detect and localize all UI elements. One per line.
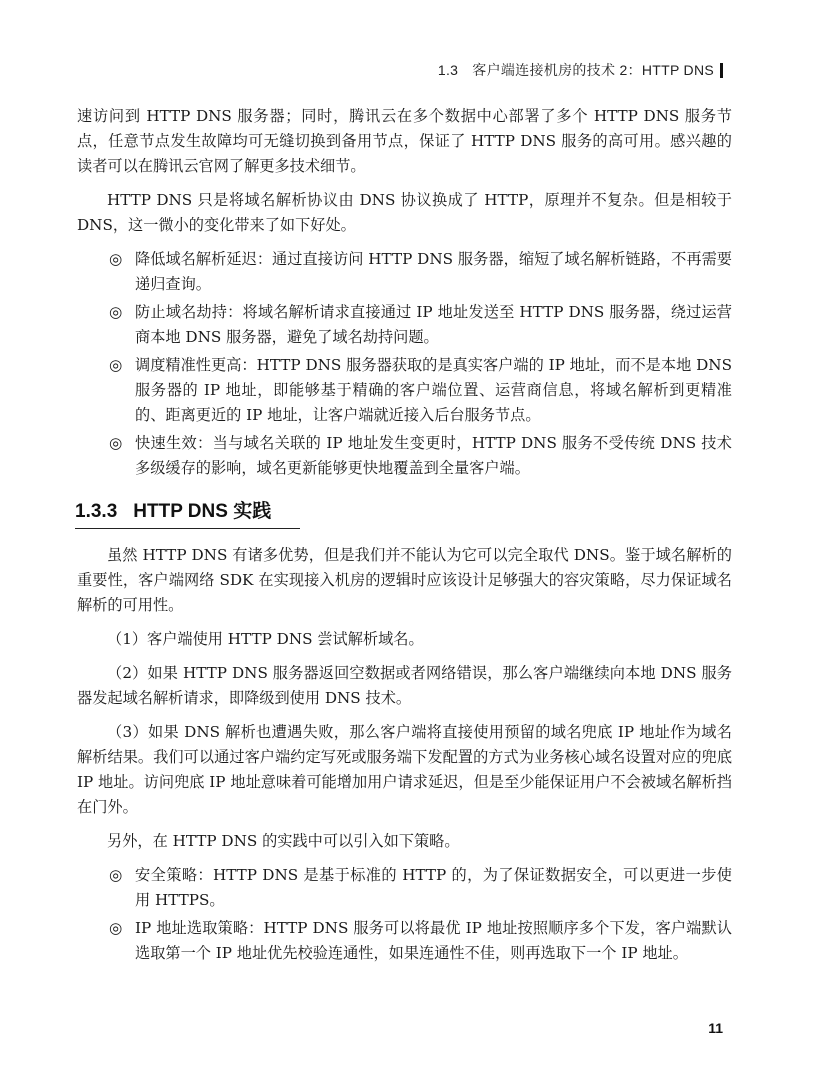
page-number: 11 [708,1020,723,1036]
benefit-text: 防止域名劫持：将域名解析请求直接通过 IP 地址发送至 HTTP DNS 服务器，绕过运营商本地 DNS 服务器，避免了域名劫持问题。 [135,303,732,346]
paragraph-strategies-intro: 另外，在 HTTP DNS 的实践中可以引入如下策略。 [107,832,460,850]
bullet-marker: ◎ [109,866,123,884]
bullet-marker: ◎ [109,303,123,321]
header-bar [720,63,723,78]
paragraph-continued: 速访问到 HTTP DNS 服务器；同时，腾讯云在多个数据中心部署了多个 HTTP DNS 服务节点，任意节点发生故障均可无缝切换到备用节点，保证了 HTTP DNS 服务的高可用。感兴趣的读者可以在腾讯云官网了解更多技术细节。 [77,107,732,175]
paragraph-step-3: （3）如果 DNS 解析也遭遇失败，那么客户端将直接使用预留的域名兜底 IP 地址作为域名解析结果。我们可以通过客户端约定写死或服务端下发配置的方式为业务核心域名设置对应的兜底 IP 地址。访问兜底 IP 地址意味着可能增加用户请求延迟，但是至少能保证用户不会被域名解析挡在门外。 [77,723,732,816]
benefit-item [109,300,732,350]
paragraph-step-1: （1）客户端使用 HTTP DNS 尝试解析域名。 [107,630,424,648]
benefit-item [109,247,732,297]
section-heading [75,499,300,529]
bullet-marker: ◎ [109,356,123,374]
paragraph-intro-benefits: HTTP DNS 只是将域名解析协议由 DNS 协议换成了 HTTP，原理并不复杂。但是相较于 DNS，这一微小的变化带来了如下好处。 [77,191,732,234]
benefit-item [109,431,732,481]
benefit-text: 快速生效：当与域名关联的 IP 地址发生变更时，HTTP DNS 服务不受传统 DNS 技术多级缓存的影响，域名更新能够更快地覆盖到全量客户端。 [135,434,732,477]
strategy-item [109,863,732,913]
section-title: HTTP DNS 实践 [133,501,272,522]
running-header [438,60,723,80]
section-number: 1.3.3 [75,501,118,522]
main-text [77,104,732,976]
benefit-text: 降低域名解析延迟：通过直接访问 HTTP DNS 服务器，缩短了域名解析链路，不再需要递归查询。 [135,250,732,293]
benefit-item [109,353,732,428]
benefit-text: 调度精准性更高：HTTP DNS 服务器获取的是真实客户端的 IP 地址，而不是本地 DNS 服务器的 IP 地址，即能够基于精确的客户端位置、运营商信息，将域名解析到更精准的、距离更近的 IP 地址，让客户端就近接入后台服务节点。 [135,356,732,424]
strategy-text: 安全策略：HTTP DNS 是基于标准的 HTTP 的，为了保证数据安全，可以更进一步使用 HTTPS。 [135,866,732,909]
bullet-marker: ◎ [109,434,123,452]
benefits-list [77,247,732,481]
strategies-list [77,863,732,966]
strategy-item [109,916,732,966]
strategy-text: IP 地址选取策略：HTTP DNS 服务可以将最优 IP 地址按照顺序多个下发，客户端默认选取第一个 IP 地址优先校验连通性，如果连通性不佳，则再选取下一个 IP 地址。 [135,919,732,962]
paragraph-step-2: （2）如果 HTTP DNS 服务器返回空数据或者网络错误，那么客户端继续向本地 DNS 服务器发起域名解析请求，即降级到使用 DNS 技术。 [77,664,732,707]
header-section-number: 1.3 [437,62,459,78]
header-title: 客户端连接机房的技术 2：HTTP DNS [472,62,714,78]
paragraph-practice-intro: 虽然 HTTP DNS 有诸多优势，但是我们并不能认为它可以完全取代 DNS。鉴于域名解析的重要性，客户端网络 SDK 在实现接入机房的逻辑时应该设计足够强大的容灾策略，尽力保证域名解析的可用性。 [77,546,732,614]
bullet-marker: ◎ [109,919,123,937]
bullet-marker: ◎ [109,250,123,268]
